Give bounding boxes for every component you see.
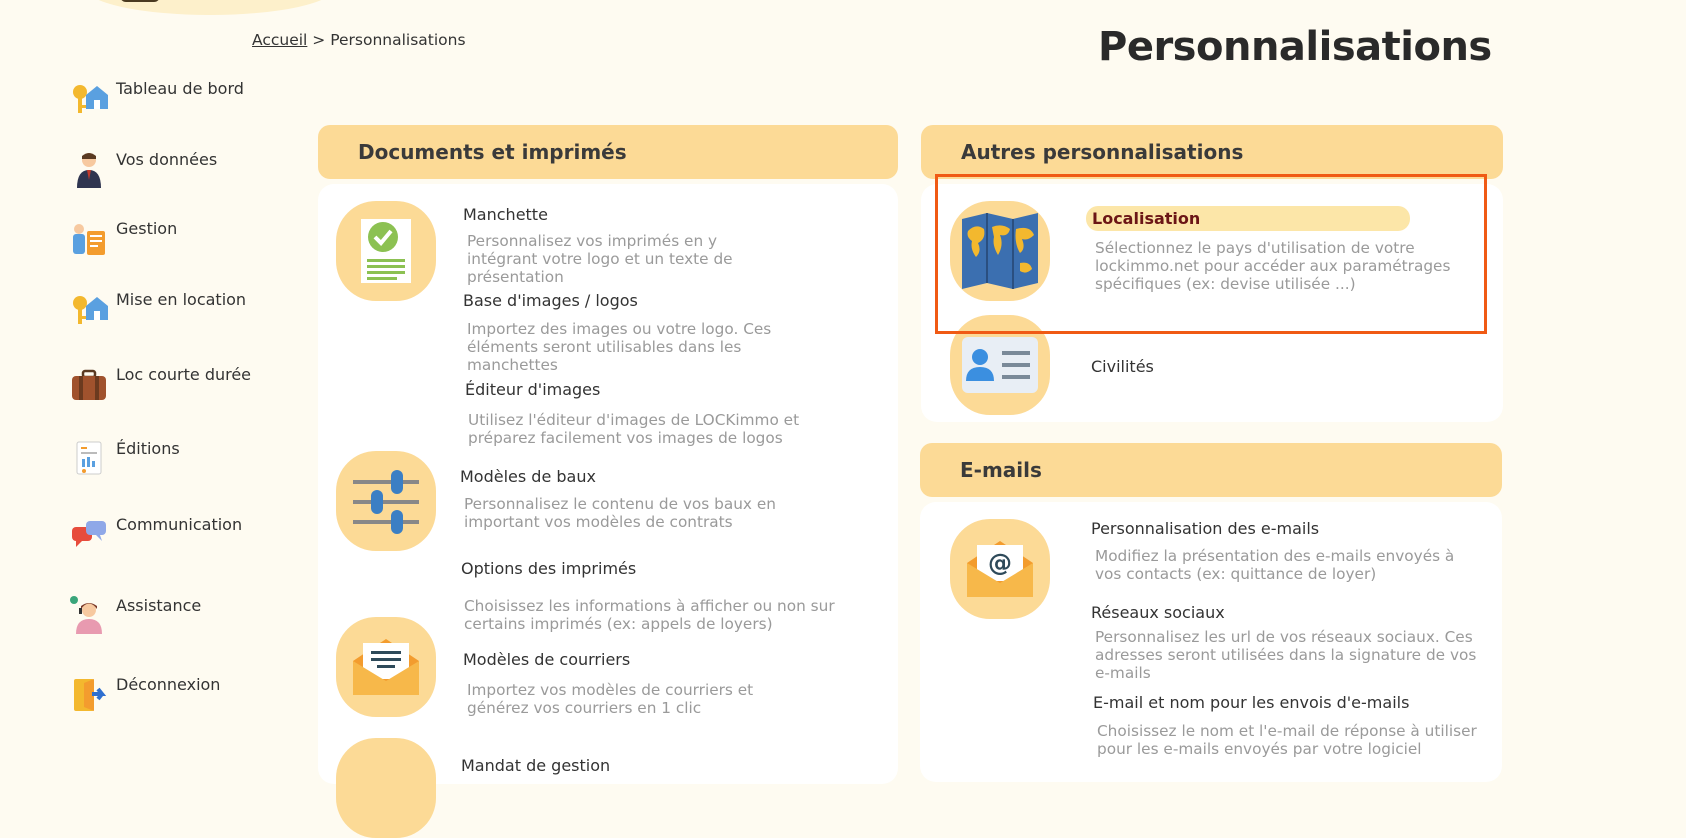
house-key-icon [70,79,108,117]
sidebar-item-label: Tableau de bord [116,79,244,98]
autres-heading [921,125,1503,179]
emails-heading-text: E-mails [960,458,1042,482]
sidebar-item-communication[interactable] [70,515,242,555]
logout-icon [70,675,108,713]
modeles-baux-link[interactable]: Modèles de baux [460,467,596,486]
manchette-desc: Personnalisez vos imprimés en y intégrant votre logo et un texte de présentation [467,232,733,286]
sidebar-item-gestion[interactable] [70,219,177,259]
page-title: Personnalisations [1098,24,1492,70]
reseaux-sociaux-link[interactable]: Réseaux sociaux [1091,603,1225,622]
localisation-desc: Sélectionnez le pays d'utilisation de votre lockimmo.net pour accéder aux paramétrages spécifiques (ex: devise utilisée ...) [1095,239,1451,293]
sidebar-item-vos-donnees[interactable] [70,150,217,190]
email-envois-desc: Choisissez le nom et l'e-mail de réponse à utiliser pour les e-mails envoyés par votre logiciel [1097,722,1477,758]
sidebar-item-label: Vos données [116,150,218,169]
email-envois-link[interactable]: E-mail et nom pour les envois d'e-mails [1093,693,1410,712]
id-card-icon [960,333,1040,397]
modeles-baux-icon [336,451,436,551]
breadcrumb-current: Personnalisations [330,31,466,49]
editeur-images-desc: Utilisez l'éditeur d'images de LOCKimmo et préparez facilement vos images de logos [468,411,800,447]
sidebar-item-loc-courte-duree[interactable] [70,365,251,405]
editeur-images-link[interactable]: Éditeur d'images [465,380,601,399]
options-imprimes-link[interactable]: Options des imprimés [461,559,637,578]
modeles-courriers-icon [336,617,436,717]
mandat-gestion-link[interactable]: Mandat de gestion [461,756,611,775]
sidebar-item-mise-en-location[interactable] [70,290,246,330]
manchette-link[interactable]: Manchette [463,205,548,224]
header-logo-area [85,0,335,15]
sidebar-item-label: Éditions [116,439,180,458]
breadcrumb [252,31,466,49]
document-check-icon [355,215,417,287]
base-images-link[interactable]: Base d'images / logos [463,291,638,310]
user-icon [70,150,108,188]
report-icon [70,439,108,477]
sidebar-item-label: Mise en location [116,290,247,309]
sidebar-item-label: Loc courte durée [116,365,252,384]
sliders-icon [349,464,423,538]
email-perso-icon [950,519,1050,619]
options-imprimes-desc: Choisissez les informations à afficher ou non sur certains imprimés (ex: appels de loyers) [464,597,835,633]
mandat-gestion-icon [336,738,436,838]
modeles-baux-desc: Personnalisez le contenu de vos baux en important vos modèles de contrats [464,495,776,531]
breadcrumb-separator: > [307,31,331,49]
svg-text:@: @ [988,549,1012,577]
sidebar-item-label: Communication [116,515,243,534]
sidebar-item-label: Assistance [116,596,202,615]
sidebar-item-label: Déconnexion [116,675,221,694]
sidebar-item-assistance[interactable] [70,596,201,636]
localisation-link[interactable]: Localisation [1086,206,1410,231]
autres-heading-text: Autres personnalisations [961,140,1244,164]
reseaux-sociaux-desc: Personnalisez les url de vos réseaux sociaux. Ces adresses seront utilisées dans la signature de vos e-mails [1095,628,1477,682]
base-images-desc: Importez des images ou votre logo. Ces éléments seront utilisables dans les manchettes [467,320,772,374]
manchette-icon [336,201,436,301]
breadcrumb-home-link[interactable]: Accueil [252,31,308,49]
sidebar-item-editions[interactable] [70,439,180,479]
email-perso-desc: Modifiez la présentation des e-mails envoyés à vos contacts (ex: quittance de loyer) [1095,547,1455,583]
gestion-icon [70,219,108,257]
house-key-icon [70,290,108,328]
chat-bubbles-icon [70,515,108,553]
envelope-at-icon [963,537,1037,601]
localisation-highlight-box [935,174,1487,334]
civilites-link[interactable]: Civilités [1091,357,1154,376]
envelope-letter-icon [349,635,423,699]
documents-heading-text: Documents et imprimés [358,140,627,164]
sidebar-item-tableau-de-bord[interactable] [70,79,244,119]
emails-heading [920,443,1502,497]
documents-heading [318,125,898,179]
sidebar-item-label: Gestion [116,219,178,238]
email-perso-link[interactable]: Personnalisation des e-mails [1091,519,1320,538]
sidebar-item-deconnexion[interactable] [70,675,220,715]
support-agent-icon [70,596,108,634]
modeles-courriers-link[interactable]: Modèles de courriers [463,650,631,669]
modeles-courriers-desc: Importez vos modèles de courriers et générez vos courriers en 1 clic [467,681,754,717]
suitcase-icon [70,365,108,403]
